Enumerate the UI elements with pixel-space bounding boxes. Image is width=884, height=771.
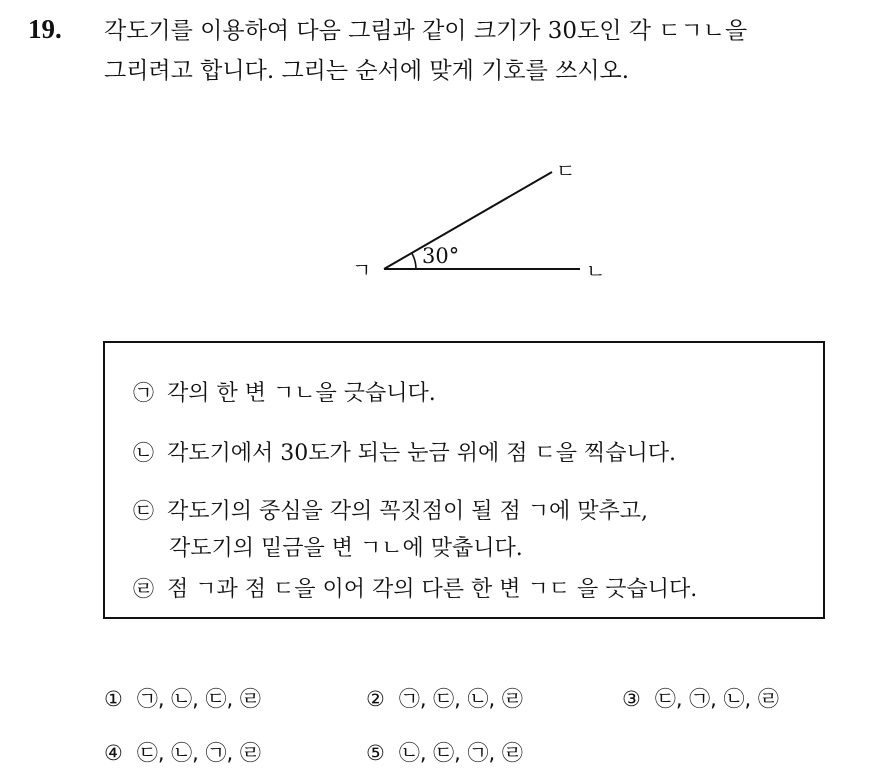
angle-arc bbox=[412, 253, 416, 269]
choice-number: ③ bbox=[622, 687, 641, 711]
choice-1[interactable] bbox=[104, 682, 261, 716]
step-text: 각의 한 변 ㄱㄴ을 긋습니다. bbox=[167, 381, 436, 406]
answer-choices bbox=[104, 676, 864, 766]
choice-3[interactable] bbox=[622, 682, 779, 716]
question-number: 19. bbox=[28, 14, 62, 44]
choice-number: ② bbox=[366, 687, 385, 711]
step-text: 각도기의 중심을 각의 꼭짓점이 될 점 ㄱ에 맞추고, bbox=[167, 499, 648, 524]
top-end-label: ㄷ bbox=[556, 159, 576, 183]
question-text-line-1: 각도기를 이용하여 다음 그림과 같이 크기가 30도인 각 ㄷㄱㄴ을 bbox=[104, 18, 748, 44]
step-text: 점 ㄱ과 점 ㄷ을 이어 각의 다른 한 변 ㄱㄷ 을 긋습니다. bbox=[167, 577, 698, 602]
step-mark: ㉣ bbox=[133, 577, 154, 601]
angle-value-label: 30° bbox=[422, 244, 460, 268]
choice-answer: ㉢, ㉡, ㉠, ㉣ bbox=[136, 741, 261, 765]
choice-number: ④ bbox=[104, 741, 123, 765]
base-end-label: ㄴ bbox=[586, 259, 606, 283]
step-item bbox=[133, 493, 648, 530]
choice-answer: ㉡, ㉢, ㉠, ㉣ bbox=[398, 741, 523, 765]
angle-figure bbox=[340, 150, 640, 290]
step-text: 각도기에서 30도가 되는 눈금 위에 점 ㄷ을 찍습니다. bbox=[167, 441, 676, 466]
step-text-continued: 각도기의 밑금을 변 ㄱㄴ에 맞춥니다. bbox=[169, 536, 523, 561]
question-text-line-2: 그리려고 합니다. 그리는 순서에 맞게 기호를 쓰시오. bbox=[104, 58, 630, 84]
choice-4[interactable] bbox=[104, 736, 261, 770]
angle-diagram bbox=[340, 150, 640, 290]
step-mark: ㉢ bbox=[133, 499, 154, 523]
choice-answer: ㉠, ㉡, ㉢, ㉣ bbox=[136, 687, 261, 711]
choice-number: ⑤ bbox=[366, 741, 385, 765]
choice-answer: ㉠, ㉢, ㉡, ㉣ bbox=[398, 687, 523, 711]
step-item bbox=[133, 375, 436, 412]
step-item bbox=[133, 571, 697, 608]
choice-answer: ㉢, ㉠, ㉡, ㉣ bbox=[654, 687, 779, 711]
ray-top bbox=[384, 172, 552, 269]
step-item bbox=[133, 435, 676, 472]
choice-5[interactable] bbox=[366, 736, 523, 770]
choice-number: ① bbox=[104, 687, 123, 711]
steps-box bbox=[103, 341, 825, 619]
vertex-label: ㄱ bbox=[352, 258, 372, 282]
choice-2[interactable] bbox=[366, 682, 523, 716]
step-mark: ㉡ bbox=[133, 441, 154, 465]
step-mark: ㉠ bbox=[133, 381, 154, 405]
